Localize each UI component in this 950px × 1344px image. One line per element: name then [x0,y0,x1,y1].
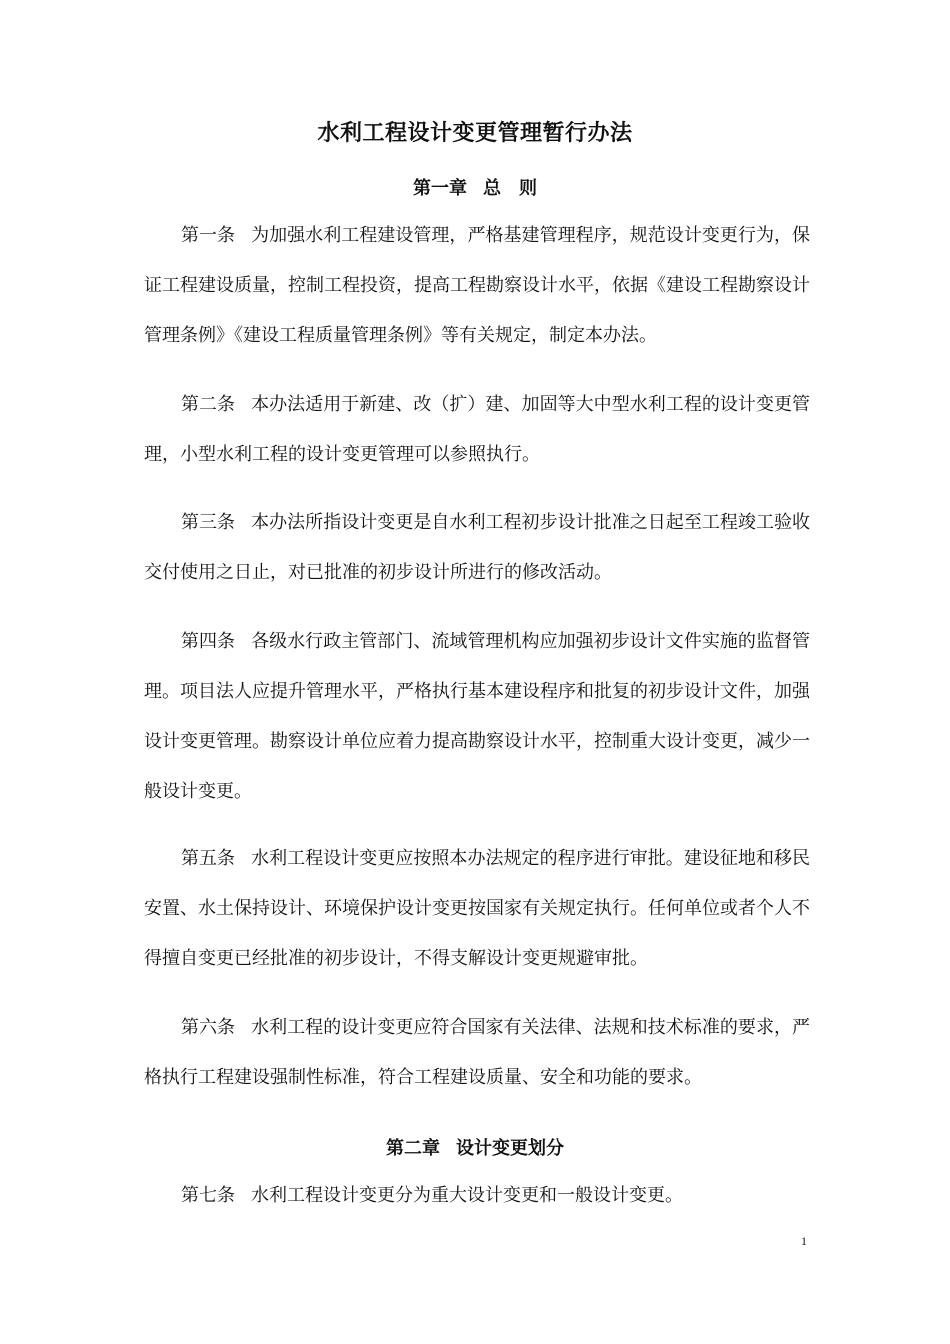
article-text: 水利工程的设计变更应符合国家有关法律、法规和技术标准的要求，严格执行工程建设强制性标准，符合工程建设质量、安全和功能的要求。 [144,1017,810,1088]
article-5 [144,834,810,984]
article-6 [144,1003,810,1103]
article-text: 本办法所指设计变更是自水利工程初步设计批准之日起至工程竣工验收交付使用之日止，对已批准的初步设计所进行的修改活动。 [144,512,810,583]
article-2 [144,380,810,480]
chapter-label: 第一章 [413,178,467,199]
article-number: 第七条 [181,1185,235,1206]
chapter-label: 第二章 [386,1138,440,1159]
document-title: 水利工程设计变更管理暂行办法 [317,121,633,146]
article-number: 第五条 [181,848,236,869]
article-text: 水利工程设计变更应按照本办法规定的程序进行审批。建设征地和移民安置、水土保持设计、环境保护设计变更按国家有关规定执行。任何单位或者个人不得擅自变更已经批准的初步设计，不得支解设计变更规避审批。 [144,848,810,969]
article-text: 为加强水利工程建设管理，严格基建管理程序，规范设计变更行为，保证工程建设质量，控制工程投资，提高工程勘察设计水平，依据《建设工程勘察设计管理条例》《建设工程质量管理条例》等有关规定，制定本办法。 [144,225,810,346]
page-number: 1 [801,1234,807,1248]
article-text: 水利工程设计变更分为重大设计变更和一般设计变更。 [251,1185,683,1206]
article-number: 第三条 [181,512,236,533]
article-text: 各级水行政主管部门、流域管理机构应加强初步设计文件实施的监督管理。项目法人应提升管理水平，严格执行基本建设程序和批复的初步设计文件，加强设计变更管理。勘察设计单位应着力提高勘察设计水平，控制重大设计变更，减少一般设计变更。 [144,631,810,802]
article-3 [144,498,810,598]
chapter-name: 总 则 [483,178,537,199]
article-4 [144,617,810,817]
article-number: 第四条 [181,631,236,652]
article-text: 本办法适用于新建、改（扩）建、加固等大中型水利工程的设计变更管理，小型水利工程的设计变更管理可以参照执行。 [144,394,810,465]
chapter-name: 设计变更划分 [456,1138,564,1159]
article-1 [144,211,810,361]
article-number: 第六条 [181,1017,236,1038]
article-number: 第一条 [181,225,236,246]
article-number: 第二条 [181,394,236,415]
article-7 [144,1171,810,1221]
chapter-heading-1 [0,174,950,200]
chapter-heading-2 [0,1134,950,1160]
